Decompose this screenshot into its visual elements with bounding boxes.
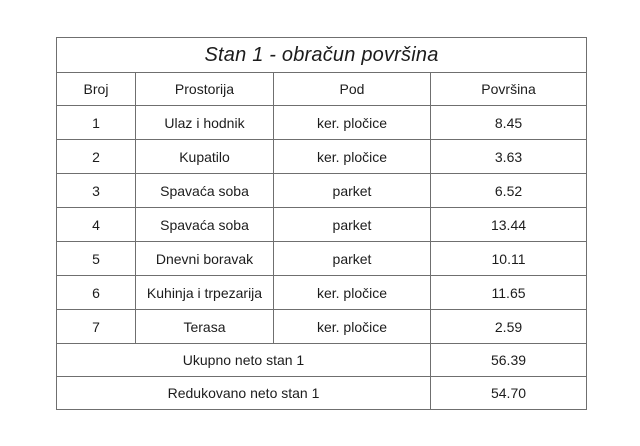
header-floor: Pod: [274, 73, 431, 106]
area-calculation-table: [56, 37, 587, 410]
row-area: 2.59: [431, 310, 587, 344]
row-number: 6: [57, 276, 136, 310]
row-area: 11.65: [431, 276, 587, 310]
title-row: [57, 38, 587, 73]
reduced-total-row: [57, 377, 587, 410]
row-number: 7: [57, 310, 136, 344]
table-row: [57, 174, 587, 208]
table-row: [57, 242, 587, 276]
table-row: [57, 106, 587, 140]
row-room: Spavaća soba: [136, 208, 274, 242]
table-title: Stan 1 - obračun površina: [57, 38, 587, 73]
reduced-total-label: Redukovano neto stan 1: [57, 377, 431, 410]
row-room: Ulaz i hodnik: [136, 106, 274, 140]
row-room: Dnevni boravak: [136, 242, 274, 276]
row-area: 13.44: [431, 208, 587, 242]
table-row: [57, 310, 587, 344]
row-floor: parket: [274, 174, 431, 208]
row-area: 3.63: [431, 140, 587, 174]
row-floor: ker. pločice: [274, 276, 431, 310]
row-room: Kupatilo: [136, 140, 274, 174]
row-area: 10.11: [431, 242, 587, 276]
header-area: Površina: [431, 73, 587, 106]
header-number: Broj: [57, 73, 136, 106]
row-room: Kuhinja i trpezarija: [136, 276, 274, 310]
row-room: Terasa: [136, 310, 274, 344]
row-floor: ker. pločice: [274, 106, 431, 140]
net-total-label: Ukupno neto stan 1: [57, 344, 431, 377]
row-floor: ker. pločice: [274, 310, 431, 344]
row-number: 4: [57, 208, 136, 242]
table-row: [57, 208, 587, 242]
row-floor: parket: [274, 242, 431, 276]
row-area: 6.52: [431, 174, 587, 208]
header-row: [57, 73, 587, 106]
table-row: [57, 276, 587, 310]
row-number: 5: [57, 242, 136, 276]
table-row: [57, 140, 587, 174]
row-number: 1: [57, 106, 136, 140]
row-number: 2: [57, 140, 136, 174]
net-total-value: 56.39: [431, 344, 587, 377]
row-area: 8.45: [431, 106, 587, 140]
net-total-row: [57, 344, 587, 377]
row-floor: parket: [274, 208, 431, 242]
row-floor: ker. pločice: [274, 140, 431, 174]
header-room: Prostorija: [136, 73, 274, 106]
reduced-total-value: 54.70: [431, 377, 587, 410]
row-number: 3: [57, 174, 136, 208]
row-room: Spavaća soba: [136, 174, 274, 208]
